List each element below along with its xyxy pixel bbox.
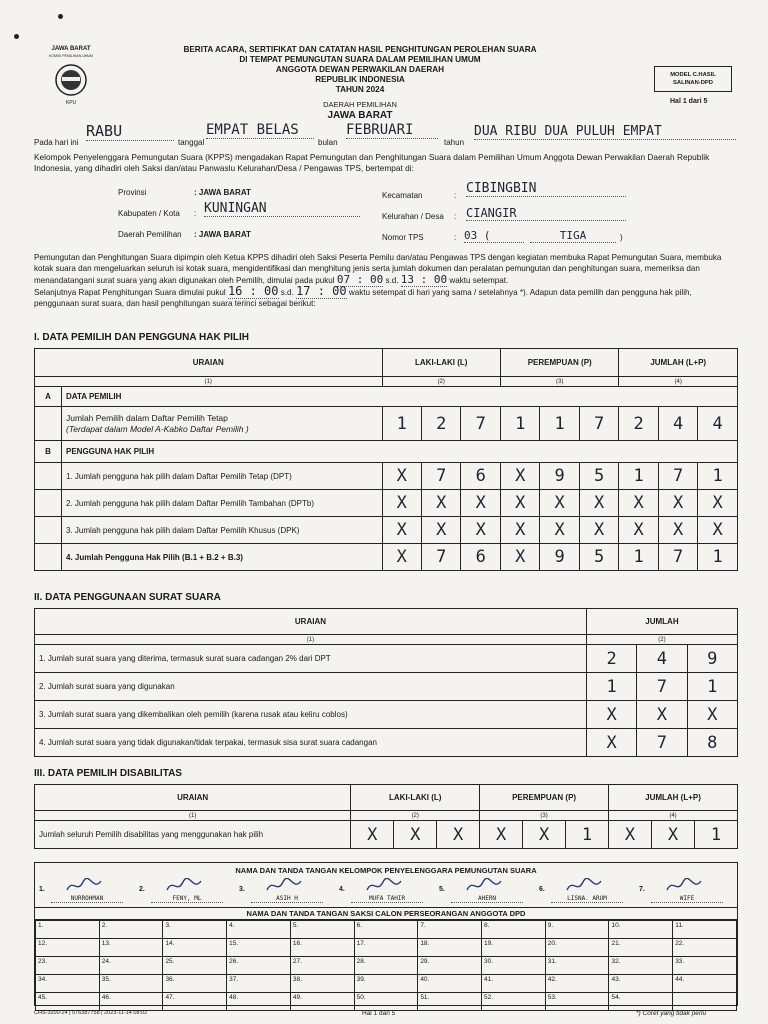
- count-start-text: Selanjutnya Rapat Penghitungan Suara dimulai pukul: [34, 288, 226, 297]
- digit-cell: 7: [658, 463, 697, 490]
- hari-value: RABU: [86, 122, 174, 141]
- header-jumlah: JUMLAH (L+P): [619, 349, 738, 377]
- saksi-cell: 38.: [290, 975, 354, 993]
- saksi-table: [35, 920, 737, 1011]
- saksi-cell: 37.: [227, 975, 291, 993]
- sd-label-2: s.d.: [280, 288, 294, 297]
- kpps-name: FENY, ML: [151, 895, 223, 903]
- saksi-cell: 32.: [609, 957, 673, 975]
- pada-hari-label: Pada hari ini: [34, 138, 79, 147]
- kpps-name: NURROHMAN: [51, 895, 123, 903]
- digit-cell: 7: [421, 544, 460, 571]
- digit-cell: 9: [687, 645, 737, 673]
- digit-cell: X: [461, 517, 501, 544]
- procedure-paragraph: [34, 252, 738, 309]
- kpps-number: 2.: [139, 886, 145, 893]
- digit-cell: X: [658, 517, 697, 544]
- kpps-number: 6.: [539, 886, 545, 893]
- corner-mark: [14, 34, 19, 39]
- saksi-cell: 52.: [482, 993, 546, 1011]
- row-b1-label: 1. Jumlah pengguna hak pilih dalam Daftar Pemilih Tetap (DPT): [62, 463, 383, 490]
- saksi-cell: 27.: [290, 957, 354, 975]
- section-3-title: III. DATA PEMILIH DISABILITAS: [34, 768, 182, 779]
- bulan-value: FEBRUARI: [346, 122, 438, 139]
- kelurahan-value: CIANGIR: [466, 206, 626, 221]
- waktu-label: waktu setempat.: [449, 276, 509, 285]
- kpps-name: ASIH H: [251, 895, 323, 903]
- digit-cell: 4: [637, 645, 687, 673]
- footer-page: Hal 1 dari 5: [362, 1010, 396, 1017]
- header-uraian: URAIAN: [35, 349, 383, 377]
- tps-label: Nomor TPS: [382, 233, 424, 242]
- saksi-cell: 21.: [609, 939, 673, 957]
- saksi-cell: 12.: [36, 939, 100, 957]
- tanggal-label: tanggal: [178, 138, 205, 147]
- title-line-1: BERITA ACARA, SERTIFIKAT DAN CATATAN HASIL PENGHITUNGAN PEROLEHAN SUARA: [183, 45, 537, 54]
- digit-cell: X: [586, 701, 636, 729]
- digit-cell: X: [382, 517, 421, 544]
- digit-cell: X: [500, 517, 539, 544]
- kelurahan-label: Kelurahan / Desa: [382, 212, 444, 221]
- digit-cell: 8: [687, 729, 737, 757]
- saksi-cell: 50.: [354, 993, 418, 1011]
- corner-mark: [58, 14, 63, 19]
- kpps-number: 3.: [239, 886, 245, 893]
- saksi-cell: 53.: [545, 993, 609, 1011]
- saksi-cell: 11.: [673, 921, 737, 939]
- kpu-logo: [38, 44, 104, 110]
- kpps-title: NAMA DAN TANDA TANGAN KELOMPOK PENYELENGGARA PEMUNGUTAN SUARA: [235, 866, 537, 875]
- footer-code: CHS-3200-24 | 076387758 | 2023-11-14 08:02: [34, 1010, 148, 1016]
- digit-cell: 2: [421, 407, 460, 441]
- digit-cell: X: [351, 821, 394, 849]
- saksi-cell: 34.: [36, 975, 100, 993]
- header-perempuan: PEREMPUAN (P): [500, 349, 618, 377]
- row-a-title: DATA PEMILIH: [62, 387, 738, 407]
- kecamatan-value: CIBINGBIN: [466, 181, 626, 197]
- digit-cell: 7: [637, 673, 687, 701]
- digit-cell: 6: [461, 544, 501, 571]
- saksi-cell: 45.: [36, 993, 100, 1011]
- subheader: (1): [35, 377, 383, 387]
- row-a-label-1: Jumlah Pemilih dalam Daftar Pemilih Tetap: [66, 412, 228, 423]
- header-uraian: URAIAN: [35, 609, 587, 635]
- saksi-cell: 47.: [163, 993, 227, 1011]
- digit-cell: X: [619, 490, 658, 517]
- digit-cell: 7: [579, 407, 619, 441]
- digit-cell: 1: [698, 544, 738, 571]
- digit-cell: X: [421, 517, 460, 544]
- digit-cell: X: [394, 821, 437, 849]
- digit-cell: X: [586, 729, 636, 757]
- digit-cell: X: [500, 544, 539, 571]
- row-b2-label: 2. Jumlah pengguna hak pilih dalam Daftar Pemilih Tambahan (DPTb): [62, 490, 383, 517]
- subheader: (2): [351, 811, 480, 821]
- saksi-cell: 44.: [673, 975, 737, 993]
- kpps-name: WIFE: [651, 895, 723, 903]
- kabupaten-label: Kabupaten / Kota: [118, 209, 180, 218]
- saksi-cell: 16.: [290, 939, 354, 957]
- digit-cell: 5: [579, 463, 619, 490]
- saksi-cell: 40.: [418, 975, 482, 993]
- digit-cell: 7: [461, 407, 501, 441]
- tps-value: 03 (: [464, 229, 524, 243]
- saksi-cell: 29.: [418, 957, 482, 975]
- tanggal-value: EMPAT BELAS: [206, 122, 314, 139]
- signature-block: [34, 862, 738, 1006]
- digit-cell: 2: [586, 645, 636, 673]
- saksi-cell: 42.: [545, 975, 609, 993]
- kpps-number: 7.: [639, 886, 645, 893]
- row-ss4-label: 4. Jumlah surat suara yang tidak digunakan/tidak terpakai, termasuk sisa surat suara cadangan: [35, 729, 587, 757]
- header-uraian: URAIAN: [35, 785, 351, 811]
- digit-cell: X: [698, 517, 738, 544]
- digit-cell: X: [540, 517, 579, 544]
- saksi-cell: 8.: [482, 921, 546, 939]
- digit-cell: X: [523, 821, 566, 849]
- signature-scribble: [665, 878, 705, 894]
- saksi-cell: 9.: [545, 921, 609, 939]
- row-b3-label: 3. Jumlah pengguna hak pilih dalam Daftar Pemilih Khusus (DPK): [62, 517, 383, 544]
- digit-cell: 7: [658, 544, 697, 571]
- kpps-number: 5.: [439, 886, 445, 893]
- digit-cell: 1: [687, 673, 737, 701]
- kpps-signatures: [35, 876, 737, 908]
- table-pemilih: [34, 348, 738, 571]
- saksi-cell: 1.: [36, 921, 100, 939]
- model-line-2: SALINAN-DPD: [673, 80, 713, 86]
- digit-cell: 1: [694, 821, 737, 849]
- tahun-label: tahun: [444, 138, 465, 147]
- digit-cell: X: [579, 490, 619, 517]
- digit-cell: X: [651, 821, 694, 849]
- kpps-signature-slot: [439, 878, 533, 904]
- digit-cell: X: [637, 701, 687, 729]
- header-laki: LAKI-LAKI (L): [351, 785, 480, 811]
- saksi-cell: 14.: [163, 939, 227, 957]
- digit-cell: X: [382, 463, 421, 490]
- subheader: (2): [586, 635, 737, 645]
- count-remaining-text: waktu setempat di hari yang sama / setelahnya *). Adapun data pemilih dan pengguna hak pilih, penggunaan surat suara, dan hasil penghitungan suara terinci sebagai berikut:: [34, 288, 692, 308]
- table-disabilitas: [34, 784, 738, 849]
- sd-label: s.d.: [385, 276, 399, 285]
- signature-scribble: [365, 878, 405, 894]
- model-badge: [654, 66, 732, 92]
- saksi-cell: 5.: [290, 921, 354, 939]
- digit-cell: 1: [586, 673, 636, 701]
- saksi-cell: 20.: [545, 939, 609, 957]
- bulan-label: bulan: [318, 138, 338, 147]
- digit-cell: 7: [637, 729, 687, 757]
- digit-cell: X: [540, 490, 579, 517]
- colon: :: [454, 233, 457, 242]
- digit-cell: X: [461, 490, 501, 517]
- subheader: (2): [382, 377, 500, 387]
- header-laki: LAKI-LAKI (L): [382, 349, 500, 377]
- model-line-1: MODEL C.HASIL: [670, 72, 716, 78]
- saksi-cell: 48.: [227, 993, 291, 1011]
- digit-cell: 2: [619, 407, 658, 441]
- digit-cell: X: [500, 463, 539, 490]
- tps-words: TIGA: [530, 229, 616, 243]
- saksi-cell: 25.: [163, 957, 227, 975]
- row-ss2-label: 2. Jumlah surat suara yang digunakan: [35, 673, 587, 701]
- colon: :: [454, 212, 457, 221]
- daerah-value: JAWA BARAT: [327, 110, 393, 121]
- daerah-label: DAERAH PEMILIHAN: [323, 100, 397, 109]
- count-end-time: 17 : 00: [296, 284, 347, 298]
- logo-text-top: JAWA BARAT: [51, 46, 91, 52]
- digit-cell: X: [579, 517, 619, 544]
- signature-scribble: [465, 878, 505, 894]
- digit-cell: 1: [619, 544, 658, 571]
- saksi-cell: 17.: [354, 939, 418, 957]
- saksi-cell: 43.: [609, 975, 673, 993]
- digit-cell: X: [480, 821, 523, 849]
- header-jumlah: JUMLAH: [586, 609, 737, 635]
- vote-start-time: 07 : 00: [336, 273, 384, 286]
- subheader: (3): [500, 377, 618, 387]
- colon: :: [454, 191, 457, 200]
- subheader: (4): [609, 811, 738, 821]
- row-b-title: PENGGUNA HAK PILIH: [62, 441, 738, 463]
- digit-cell: 5: [579, 544, 619, 571]
- kpps-signature-slot: [39, 878, 133, 904]
- digit-cell: 4: [698, 407, 738, 441]
- footer-note: *) Coret yang tidak perlu: [636, 1010, 707, 1017]
- saksi-cell: 39.: [354, 975, 418, 993]
- row-b-label: B: [35, 441, 62, 463]
- saksi-cell: 26.: [227, 957, 291, 975]
- kpps-signature-slot: [239, 878, 333, 904]
- title-line-4: REPUBLIK INDONESIA: [315, 75, 405, 84]
- saksi-cell: 46.: [99, 993, 163, 1011]
- digit-cell: X: [382, 544, 421, 571]
- kabupaten-value: KUNINGAN: [204, 201, 360, 217]
- title-line-3: ANGGOTA DEWAN PERWAKILAN DAERAH: [275, 65, 445, 74]
- digit-cell: X: [609, 821, 652, 849]
- saksi-cell: 51.: [418, 993, 482, 1011]
- digit-cell: 1: [382, 407, 421, 441]
- digit-cell: 1: [698, 463, 738, 490]
- saksi-cell: 7.: [418, 921, 482, 939]
- logo-text-mid: KOMISI PEMILIHAN UMUM: [49, 54, 93, 58]
- kpps-name: MUFA TAHIR: [351, 895, 423, 903]
- digit-cell: 4: [658, 407, 697, 441]
- saksi-cell: 49.: [290, 993, 354, 1011]
- kpps-signature-slot: [539, 878, 633, 904]
- kpps-number: 4.: [339, 886, 345, 893]
- title-line-5: TAHUN 2024: [335, 85, 385, 94]
- saksi-cell: 3.: [163, 921, 227, 939]
- saksi-cell: 24.: [99, 957, 163, 975]
- saksi-cell: 22.: [673, 939, 737, 957]
- digit-cell: 1: [540, 407, 579, 441]
- saksi-cell: 41.: [482, 975, 546, 993]
- logo-text-bot: KPU: [65, 100, 77, 106]
- intro-paragraph: Kelompok Penyelenggara Pemungutan Suara (KPPS) mengadakan Rapat Pemungutan dan Penghitungan Suara dalam Pemilihan Umum Anggota Dewan Perwakilan Daerah Republik Indonesia, yang dihadiri oleh Saksi dan/atau Panwaslu Kelurahan/Desa / Pengawas TPS, bertempat di:: [34, 152, 710, 173]
- kecamatan-label: Kecamatan: [382, 191, 423, 200]
- row-ss1-label: 1. Jumlah surat suara yang diterima, termasuk surat suara cadangan 2% dari DPT: [35, 645, 587, 673]
- tahun-value: DUA RIBU DUA PULUH EMPAT: [474, 124, 736, 140]
- header-perempuan: PEREMPUAN (P): [480, 785, 609, 811]
- kpps-name: AHERN: [451, 895, 523, 903]
- subheader: (4): [619, 377, 738, 387]
- table-surat-suara: [34, 608, 738, 757]
- digit-cell: 9: [540, 544, 579, 571]
- digit-cell: 1: [619, 463, 658, 490]
- subheader: (1): [35, 811, 351, 821]
- signature-scribble: [265, 878, 305, 894]
- tps-close: ): [620, 233, 623, 242]
- saksi-cell: 23.: [36, 957, 100, 975]
- count-start-time: 16 : 00: [227, 284, 279, 298]
- title-line-2: DI TEMPAT PEMUNGUTAN SUARA DALAM PEMILIHAN UMUM: [239, 55, 481, 64]
- saksi-title: NAMA DAN TANDA TANGAN SAKSI CALON PERSEORANGAN ANGGOTA DPD: [35, 908, 737, 920]
- digit-cell: X: [687, 701, 737, 729]
- row-ss3-label: 3. Jumlah surat suara yang dikembalikan oleh pemilih (karena rusak atau keliru coblos): [35, 701, 587, 729]
- subheader: (3): [480, 811, 609, 821]
- digit-cell: X: [619, 517, 658, 544]
- digit-cell: X: [437, 821, 480, 849]
- signature-scribble: [65, 878, 105, 894]
- section-2-title: II. DATA PENGGUNAAN SURAT SUARA: [34, 592, 221, 603]
- kpps-signature-slot: [139, 878, 233, 904]
- saksi-cell: 15.: [227, 939, 291, 957]
- saksi-cell: 10.: [609, 921, 673, 939]
- document-title: [150, 45, 570, 122]
- row-b4-label: 4. Jumlah Pengguna Hak Pilih (B.1 + B.2 + B.3): [62, 544, 383, 571]
- saksi-cell: 28.: [354, 957, 418, 975]
- digit-cell: X: [500, 490, 539, 517]
- saksi-cell: 35.: [99, 975, 163, 993]
- digit-cell: 1: [500, 407, 539, 441]
- saksi-cell: 19.: [482, 939, 546, 957]
- saksi-cell: 18.: [418, 939, 482, 957]
- section-1-title: I. DATA PEMILIH DAN PENGGUNA HAK PILIH: [34, 332, 249, 343]
- digit-cell: 6: [461, 463, 501, 490]
- saksi-cell: [673, 993, 737, 1011]
- procedure-text: Pemungutan dan Penghitungan Suara dipimpin oleh Ketua KPPS dihadiri oleh Saksi Peserta Pemilu dan/atau Pengawas TPS dengan kegiatan membuka Rapat Pemungutan Suara, membuka kotak suara dan mengeluarkan seluruh isi kotak suara, mengidentifikasi dan menghitung jenis serta jumlah dokumen dan peralatan pemungutan dan penghitungan suara, memeriksa dan menandatangani surat suara yang akan digunakan oleh Pemilih, dimulai pada pukul: [34, 253, 722, 285]
- provinsi-label: Provinsi: [118, 188, 147, 197]
- signature-scribble: [165, 878, 205, 894]
- row-a-label-2: (Terdapat dalam Model A-Kabko Daftar Pemilih ): [66, 423, 249, 434]
- kpps-name: LISNA. ARUM: [551, 895, 623, 903]
- saksi-cell: 36.: [163, 975, 227, 993]
- saksi-cell: 30.: [482, 957, 546, 975]
- page-number: Hal 1 dari 5: [670, 98, 708, 105]
- row-a-label: A: [35, 387, 62, 407]
- saksi-cell: 6.: [354, 921, 418, 939]
- saksi-cell: 13.: [99, 939, 163, 957]
- digit-cell: X: [658, 490, 697, 517]
- digit-cell: X: [382, 490, 421, 517]
- vote-end-time: 13 : 00: [400, 273, 448, 286]
- dapil-value: : JAWA BARAT: [194, 230, 251, 239]
- digit-cell: X: [421, 490, 460, 517]
- saksi-cell: 31.: [545, 957, 609, 975]
- digit-cell: X: [698, 490, 738, 517]
- header-jumlah: JUMLAH (L+P): [609, 785, 738, 811]
- provinsi-value: : JAWA BARAT: [194, 188, 251, 197]
- kpps-signature-slot: [639, 878, 733, 904]
- subheader: (1): [35, 635, 587, 645]
- kpps-signature-slot: [339, 878, 433, 904]
- kpps-number: 1.: [39, 886, 45, 893]
- digit-cell: 1: [566, 821, 609, 849]
- saksi-cell: 54.: [609, 993, 673, 1011]
- dapil-label: Daerah Pemilihan: [118, 230, 182, 239]
- saksi-cell: 33.: [673, 957, 737, 975]
- saksi-cell: 4.: [227, 921, 291, 939]
- colon: :: [194, 209, 197, 218]
- digit-cell: 9: [540, 463, 579, 490]
- signature-scribble: [565, 878, 605, 894]
- digit-cell: 7: [421, 463, 460, 490]
- saksi-cell: 2.: [99, 921, 163, 939]
- row-disabilitas-label: Jumlah seluruh Pemilih disabilitas yang menggunakan hak pilih: [35, 821, 351, 849]
